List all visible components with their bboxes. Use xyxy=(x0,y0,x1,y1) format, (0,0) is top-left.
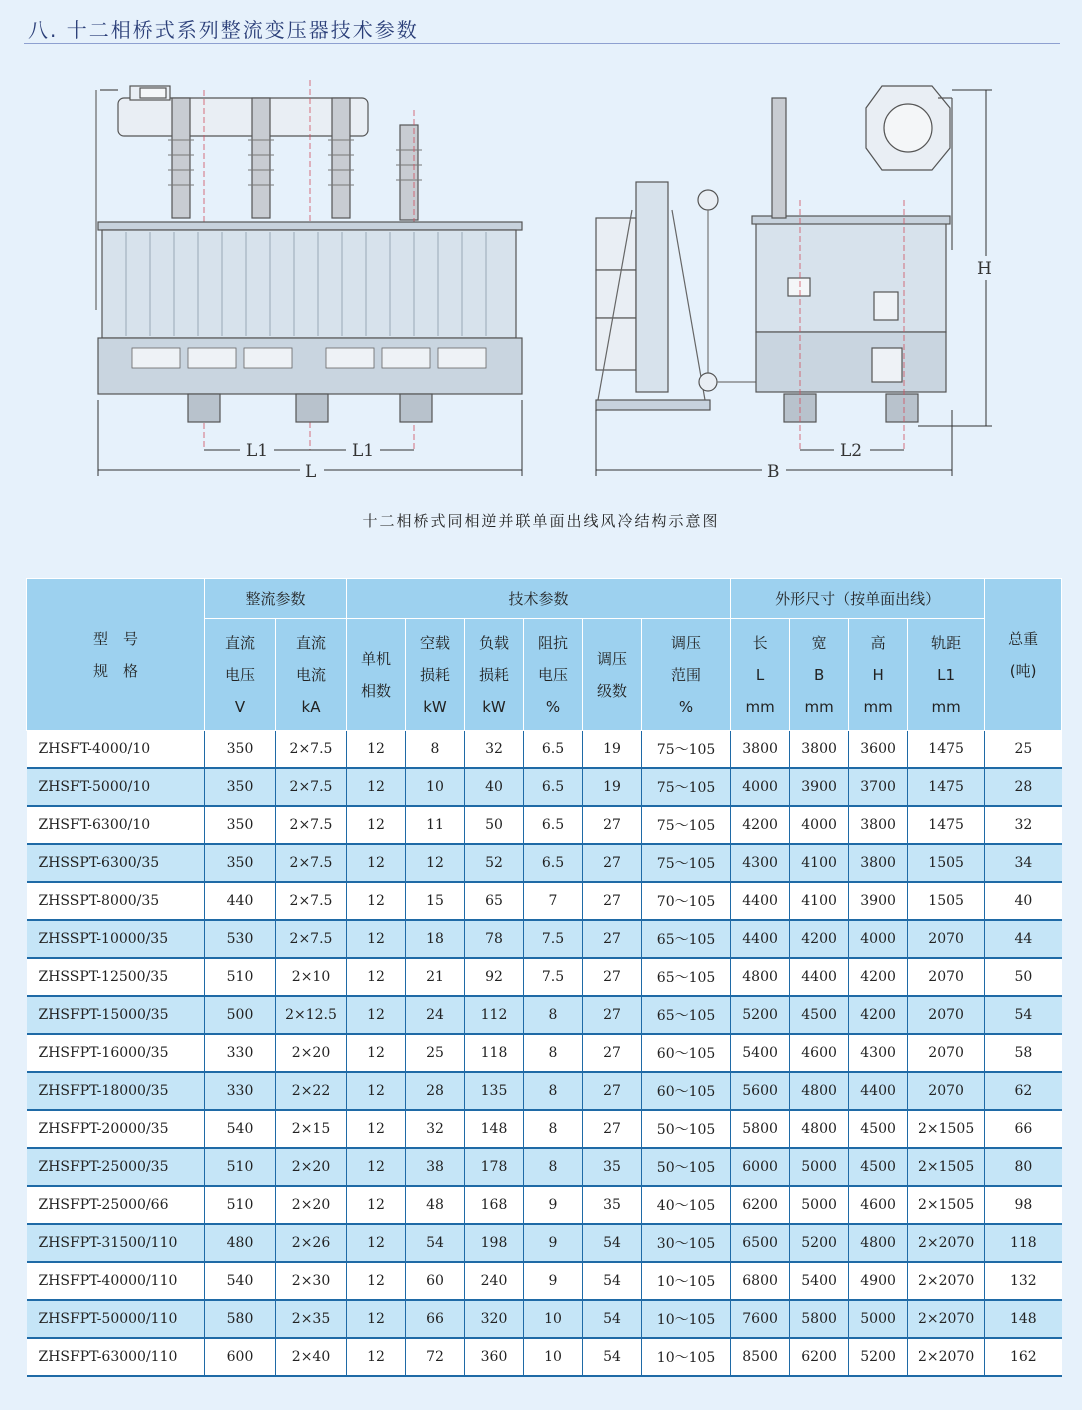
cell-length: 5400 xyxy=(731,1034,790,1072)
cell-regulation-range: 10～105 xyxy=(642,1338,731,1376)
cell-tap-steps: 27 xyxy=(583,1072,642,1110)
cell-dc-voltage: 350 xyxy=(205,768,276,806)
cell-dc-voltage: 540 xyxy=(205,1110,276,1148)
cell-gauge: 2×1505 xyxy=(908,1186,985,1224)
cell-no-load-loss: 38 xyxy=(406,1148,465,1186)
cell-dc-voltage: 500 xyxy=(205,996,276,1034)
cell-phases: 12 xyxy=(347,844,406,882)
cell-no-load-loss: 12 xyxy=(406,844,465,882)
cell-width: 4100 xyxy=(790,844,849,882)
cell-weight: 148 xyxy=(985,1300,1062,1338)
cell-phases: 12 xyxy=(347,920,406,958)
cell-load-loss: 148 xyxy=(465,1110,524,1148)
cell-height: 4200 xyxy=(849,996,908,1034)
cell-model: ZHSSPT-6300/35 xyxy=(27,844,205,882)
cell-tap-steps: 19 xyxy=(583,731,642,769)
cell-width: 5800 xyxy=(790,1300,849,1338)
cell-length: 6500 xyxy=(731,1224,790,1262)
table-row xyxy=(27,806,1062,844)
cell-impedance: 8 xyxy=(524,1110,583,1148)
cell-length: 4400 xyxy=(731,920,790,958)
cell-model: ZHSSPT-8000/35 xyxy=(27,882,205,920)
cell-model: ZHSFPT-18000/35 xyxy=(27,1072,205,1110)
cell-width: 4600 xyxy=(790,1034,849,1072)
cell-length: 5800 xyxy=(731,1110,790,1148)
cell-model: ZHSFPT-63000/110 xyxy=(27,1338,205,1376)
cell-no-load-loss: 54 xyxy=(406,1224,465,1262)
front-view xyxy=(96,80,522,481)
cell-dc-voltage: 350 xyxy=(205,806,276,844)
cell-width: 5400 xyxy=(790,1262,849,1300)
cell-model: ZHSFPT-20000/35 xyxy=(27,1110,205,1148)
dim-label-h: H xyxy=(977,259,992,279)
cell-tap-steps: 27 xyxy=(583,806,642,844)
cell-gauge: 2070 xyxy=(908,958,985,996)
cell-no-load-loss: 21 xyxy=(406,958,465,996)
cell-gauge: 2×2070 xyxy=(908,1262,985,1300)
cell-regulation-range: 40～105 xyxy=(642,1186,731,1224)
cell-tap-steps: 54 xyxy=(583,1338,642,1376)
cell-height: 4600 xyxy=(849,1186,908,1224)
cell-model: ZHSFPT-25000/35 xyxy=(27,1148,205,1186)
cell-height: 3600 xyxy=(849,731,908,769)
cell-width: 3900 xyxy=(790,768,849,806)
cell-width: 5000 xyxy=(790,1148,849,1186)
cell-phases: 12 xyxy=(347,1338,406,1376)
dim-label-l1-right: L1 xyxy=(352,441,375,461)
table-row xyxy=(27,1148,1062,1186)
table-row xyxy=(27,731,1062,769)
cell-impedance: 8 xyxy=(524,1148,583,1186)
cell-load-loss: 320 xyxy=(465,1300,524,1338)
cell-weight: 54 xyxy=(985,996,1062,1034)
cell-weight: 162 xyxy=(985,1338,1062,1376)
table-row xyxy=(27,1110,1062,1148)
drawing-caption: 十二相桥式同相逆并联单面出线风冷结构示意图 xyxy=(362,512,720,530)
cell-impedance: 6.5 xyxy=(524,806,583,844)
cell-phases: 12 xyxy=(347,1110,406,1148)
cell-dc-current: 2×7.5 xyxy=(276,806,347,844)
cell-model: ZHSFT-6300/10 xyxy=(27,806,205,844)
cell-no-load-loss: 10 xyxy=(406,768,465,806)
header-impedance: 阻抗 电压 % xyxy=(524,619,583,731)
cell-weight: 44 xyxy=(985,920,1062,958)
cell-load-loss: 52 xyxy=(465,844,524,882)
cell-no-load-loss: 24 xyxy=(406,996,465,1034)
cell-dc-voltage: 510 xyxy=(205,958,276,996)
cell-phases: 12 xyxy=(347,996,406,1034)
header-group-rectifier: 整流参数 xyxy=(205,579,347,619)
dim-label-b: B xyxy=(767,462,780,482)
cell-width: 4800 xyxy=(790,1110,849,1148)
header-load-loss: 负载 损耗 kW xyxy=(465,619,524,731)
header-tap-steps: 调压 级数 xyxy=(583,619,642,731)
cell-gauge: 2070 xyxy=(908,1072,985,1110)
cell-load-loss: 360 xyxy=(465,1338,524,1376)
cell-load-loss: 50 xyxy=(465,806,524,844)
cell-dc-current: 2×20 xyxy=(276,1148,347,1186)
header-group-technical: 技术参数 xyxy=(347,579,731,619)
table-row xyxy=(27,920,1062,958)
cell-weight: 34 xyxy=(985,844,1062,882)
header-dc-current: 直流 电流 kA xyxy=(276,619,347,731)
cell-impedance: 8 xyxy=(524,996,583,1034)
cell-weight: 132 xyxy=(985,1262,1062,1300)
cell-load-loss: 32 xyxy=(465,731,524,769)
cell-impedance: 8 xyxy=(524,1034,583,1072)
cell-tap-steps: 27 xyxy=(583,1110,642,1148)
cell-weight: 118 xyxy=(985,1224,1062,1262)
cell-model: ZHSFPT-16000/35 xyxy=(27,1034,205,1072)
cell-gauge: 1475 xyxy=(908,768,985,806)
cell-impedance: 10 xyxy=(524,1338,583,1376)
cell-length: 4200 xyxy=(731,806,790,844)
cell-phases: 12 xyxy=(347,958,406,996)
cell-height: 4500 xyxy=(849,1110,908,1148)
cell-phases: 12 xyxy=(347,806,406,844)
cell-load-loss: 178 xyxy=(465,1148,524,1186)
cell-regulation-range: 65～105 xyxy=(642,958,731,996)
cell-no-load-loss: 18 xyxy=(406,920,465,958)
cell-load-loss: 78 xyxy=(465,920,524,958)
table-row xyxy=(27,1072,1062,1110)
cell-tap-steps: 27 xyxy=(583,920,642,958)
cell-load-loss: 40 xyxy=(465,768,524,806)
cell-no-load-loss: 60 xyxy=(406,1262,465,1300)
cell-dc-current: 2×26 xyxy=(276,1224,347,1262)
cell-tap-steps: 27 xyxy=(583,996,642,1034)
table-row xyxy=(27,1300,1062,1338)
cell-weight: 66 xyxy=(985,1110,1062,1148)
header-width: 宽 B mm xyxy=(790,619,849,731)
cell-regulation-range: 65～105 xyxy=(642,996,731,1034)
cell-length: 4300 xyxy=(731,844,790,882)
cell-weight: 50 xyxy=(985,958,1062,996)
table-row xyxy=(27,1338,1062,1376)
cell-load-loss: 240 xyxy=(465,1262,524,1300)
cell-weight: 32 xyxy=(985,806,1062,844)
cell-tap-steps: 54 xyxy=(583,1300,642,1338)
cell-model: ZHSFT-4000/10 xyxy=(27,731,205,769)
cell-gauge: 1505 xyxy=(908,844,985,882)
cell-weight: 25 xyxy=(985,731,1062,769)
cell-regulation-range: 75～105 xyxy=(642,806,731,844)
cell-width: 6200 xyxy=(790,1338,849,1376)
cell-model: ZHSFPT-50000/110 xyxy=(27,1300,205,1338)
cell-tap-steps: 19 xyxy=(583,768,642,806)
cell-no-load-loss: 25 xyxy=(406,1034,465,1072)
cell-height: 3800 xyxy=(849,844,908,882)
cell-dc-current: 2×7.5 xyxy=(276,920,347,958)
cell-load-loss: 135 xyxy=(465,1072,524,1110)
cell-length: 3800 xyxy=(731,731,790,769)
cell-dc-current: 2×20 xyxy=(276,1186,347,1224)
header-group-dimensions: 外形尺寸（按单面出线） xyxy=(731,579,985,619)
table-row xyxy=(27,996,1062,1034)
cell-gauge: 2070 xyxy=(908,996,985,1034)
cell-dc-voltage: 580 xyxy=(205,1300,276,1338)
cell-dc-voltage: 510 xyxy=(205,1186,276,1224)
cell-gauge: 1475 xyxy=(908,731,985,769)
cell-length: 4400 xyxy=(731,882,790,920)
cell-weight: 80 xyxy=(985,1148,1062,1186)
cell-height: 3700 xyxy=(849,768,908,806)
cell-dc-voltage: 510 xyxy=(205,1148,276,1186)
cell-impedance: 6.5 xyxy=(524,768,583,806)
cell-dc-current: 2×7.5 xyxy=(276,882,347,920)
cell-length: 4800 xyxy=(731,958,790,996)
cell-phases: 12 xyxy=(347,768,406,806)
cell-regulation-range: 65～105 xyxy=(642,920,731,958)
cell-dc-voltage: 540 xyxy=(205,1262,276,1300)
cell-phases: 12 xyxy=(347,1186,406,1224)
cell-weight: 40 xyxy=(985,882,1062,920)
table-row xyxy=(27,1262,1062,1300)
cell-weight: 62 xyxy=(985,1072,1062,1110)
cell-phases: 12 xyxy=(347,731,406,769)
cell-model: ZHSSPT-12500/35 xyxy=(27,958,205,996)
cell-dc-current: 2×7.5 xyxy=(276,768,347,806)
cell-length: 4000 xyxy=(731,768,790,806)
header-no-load-loss: 空载 损耗 kW xyxy=(406,619,465,731)
cell-dc-voltage: 330 xyxy=(205,1072,276,1110)
spec-table xyxy=(26,578,1062,1377)
table-row xyxy=(27,882,1062,920)
cell-length: 7600 xyxy=(731,1300,790,1338)
cell-length: 5200 xyxy=(731,996,790,1034)
cell-load-loss: 112 xyxy=(465,996,524,1034)
cell-no-load-loss: 8 xyxy=(406,731,465,769)
cell-tap-steps: 27 xyxy=(583,844,642,882)
cell-no-load-loss: 11 xyxy=(406,806,465,844)
cell-weight: 98 xyxy=(985,1186,1062,1224)
cell-no-load-loss: 66 xyxy=(406,1300,465,1338)
table-row xyxy=(27,1186,1062,1224)
cell-dc-voltage: 350 xyxy=(205,844,276,882)
cell-gauge: 1505 xyxy=(908,882,985,920)
cell-length: 5600 xyxy=(731,1072,790,1110)
cell-impedance: 7 xyxy=(524,882,583,920)
cell-regulation-range: 10～105 xyxy=(642,1262,731,1300)
cell-regulation-range: 10～105 xyxy=(642,1300,731,1338)
dim-label-l: L xyxy=(305,462,317,482)
spec-table-body xyxy=(27,731,1062,1377)
cell-width: 4500 xyxy=(790,996,849,1034)
cell-weight: 28 xyxy=(985,768,1062,806)
cell-model: ZHSFPT-31500/110 xyxy=(27,1224,205,1262)
cell-height: 4300 xyxy=(849,1034,908,1072)
cell-regulation-range: 75～105 xyxy=(642,731,731,769)
cell-model: ZHSFT-5000/10 xyxy=(27,768,205,806)
cell-dc-current: 2×10 xyxy=(276,958,347,996)
cell-tap-steps: 27 xyxy=(583,958,642,996)
cell-tap-steps: 27 xyxy=(583,882,642,920)
cell-model: ZHSFPT-25000/66 xyxy=(27,1186,205,1224)
cell-dc-voltage: 440 xyxy=(205,882,276,920)
cell-dc-voltage: 350 xyxy=(205,731,276,769)
cell-width: 4100 xyxy=(790,882,849,920)
dim-label-l1-left: L1 xyxy=(246,441,269,461)
header-length: 长 L mm xyxy=(731,619,790,731)
header-dc-voltage: 直流 电压 V xyxy=(205,619,276,731)
cell-impedance: 9 xyxy=(524,1224,583,1262)
cell-width: 4200 xyxy=(790,920,849,958)
cell-dc-current: 2×7.5 xyxy=(276,844,347,882)
cell-height: 4000 xyxy=(849,920,908,958)
cell-no-load-loss: 28 xyxy=(406,1072,465,1110)
table-row xyxy=(27,768,1062,806)
title-divider xyxy=(24,43,1060,44)
cell-dc-current: 2×22 xyxy=(276,1072,347,1110)
cell-phases: 12 xyxy=(347,1034,406,1072)
cell-height: 4500 xyxy=(849,1148,908,1186)
cell-gauge: 2070 xyxy=(908,1034,985,1072)
cell-dc-current: 2×20 xyxy=(276,1034,347,1072)
cell-width: 4000 xyxy=(790,806,849,844)
cell-phases: 12 xyxy=(347,1148,406,1186)
header-phases: 单机 相数 xyxy=(347,619,406,731)
header-weight: 总重 (吨) xyxy=(985,579,1062,731)
cell-regulation-range: 50～105 xyxy=(642,1110,731,1148)
cell-regulation-range: 60～105 xyxy=(642,1072,731,1110)
cell-impedance: 7.5 xyxy=(524,920,583,958)
cell-load-loss: 168 xyxy=(465,1186,524,1224)
cell-height: 3900 xyxy=(849,882,908,920)
cell-height: 4900 xyxy=(849,1262,908,1300)
cell-gauge: 2070 xyxy=(908,920,985,958)
cell-dc-current: 2×12.5 xyxy=(276,996,347,1034)
cell-phases: 12 xyxy=(347,1224,406,1262)
cell-dc-current: 2×30 xyxy=(276,1262,347,1300)
cell-gauge: 2×2070 xyxy=(908,1300,985,1338)
cell-regulation-range: 75～105 xyxy=(642,768,731,806)
dim-label-l2: L2 xyxy=(840,441,863,461)
cell-phases: 12 xyxy=(347,882,406,920)
cell-phases: 12 xyxy=(347,1262,406,1300)
table-row xyxy=(27,844,1062,882)
cell-length: 6800 xyxy=(731,1262,790,1300)
cell-dc-current: 2×15 xyxy=(276,1110,347,1148)
cell-phases: 12 xyxy=(347,1300,406,1338)
cell-dc-current: 2×35 xyxy=(276,1300,347,1338)
cell-model: ZHSFPT-40000/110 xyxy=(27,1262,205,1300)
cell-regulation-range: 60～105 xyxy=(642,1034,731,1072)
cell-load-loss: 92 xyxy=(465,958,524,996)
cell-impedance: 9 xyxy=(524,1186,583,1224)
cell-tap-steps: 54 xyxy=(583,1224,642,1262)
cell-no-load-loss: 72 xyxy=(406,1338,465,1376)
cell-dc-voltage: 480 xyxy=(205,1224,276,1262)
cell-regulation-range: 50～105 xyxy=(642,1148,731,1186)
cell-gauge: 2×1505 xyxy=(908,1148,985,1186)
cell-dc-current: 2×40 xyxy=(276,1338,347,1376)
header-regulation-range: 调压 范围 % xyxy=(642,619,731,731)
cell-phases: 12 xyxy=(347,1072,406,1110)
cell-no-load-loss: 32 xyxy=(406,1110,465,1148)
cell-dc-voltage: 330 xyxy=(205,1034,276,1072)
cell-gauge: 2×2070 xyxy=(908,1338,985,1376)
cell-load-loss: 118 xyxy=(465,1034,524,1072)
header-model: 型 号 规 格 xyxy=(27,579,205,731)
cell-height: 4400 xyxy=(849,1072,908,1110)
cell-model: ZHSSPT-10000/35 xyxy=(27,920,205,958)
cell-regulation-range: 75～105 xyxy=(642,844,731,882)
cell-width: 5000 xyxy=(790,1186,849,1224)
cell-width: 5200 xyxy=(790,1224,849,1262)
cell-tap-steps: 54 xyxy=(583,1262,642,1300)
section-title: 八. 十二相桥式系列整流变压器技术参数 xyxy=(28,18,419,42)
cell-height: 4200 xyxy=(849,958,908,996)
cell-height: 4800 xyxy=(849,1224,908,1262)
cell-dc-voltage: 530 xyxy=(205,920,276,958)
table-row xyxy=(27,958,1062,996)
cell-impedance: 6.5 xyxy=(524,844,583,882)
cell-regulation-range: 30～105 xyxy=(642,1224,731,1262)
cell-length: 8500 xyxy=(731,1338,790,1376)
cell-tap-steps: 35 xyxy=(583,1148,642,1186)
cell-impedance: 6.5 xyxy=(524,731,583,769)
side-view xyxy=(596,86,998,481)
cell-impedance: 10 xyxy=(524,1300,583,1338)
cell-tap-steps: 27 xyxy=(583,1034,642,1072)
transformer-drawing xyxy=(0,60,1082,500)
cell-tap-steps: 35 xyxy=(583,1186,642,1224)
cell-load-loss: 65 xyxy=(465,882,524,920)
cell-width: 4800 xyxy=(790,1072,849,1110)
header-gauge: 轨距 L1 mm xyxy=(908,619,985,731)
cell-impedance: 9 xyxy=(524,1262,583,1300)
cell-load-loss: 198 xyxy=(465,1224,524,1262)
cell-gauge: 1475 xyxy=(908,806,985,844)
cell-gauge: 2×2070 xyxy=(908,1224,985,1262)
cell-impedance: 7.5 xyxy=(524,958,583,996)
cell-gauge: 2×1505 xyxy=(908,1110,985,1148)
cell-length: 6000 xyxy=(731,1148,790,1186)
cell-no-load-loss: 15 xyxy=(406,882,465,920)
cell-length: 6200 xyxy=(731,1186,790,1224)
cell-dc-voltage: 600 xyxy=(205,1338,276,1376)
header-height: 高 H mm xyxy=(849,619,908,731)
cell-dc-current: 2×7.5 xyxy=(276,731,347,769)
cell-height: 5200 xyxy=(849,1338,908,1376)
cell-model: ZHSFPT-15000/35 xyxy=(27,996,205,1034)
table-row xyxy=(27,1224,1062,1262)
cell-weight: 58 xyxy=(985,1034,1062,1072)
cell-height: 5000 xyxy=(849,1300,908,1338)
cell-height: 3800 xyxy=(849,806,908,844)
cell-no-load-loss: 48 xyxy=(406,1186,465,1224)
cell-impedance: 8 xyxy=(524,1072,583,1110)
cell-regulation-range: 70～105 xyxy=(642,882,731,920)
cell-width: 4400 xyxy=(790,958,849,996)
table-row xyxy=(27,1034,1062,1072)
cell-width: 3800 xyxy=(790,731,849,769)
